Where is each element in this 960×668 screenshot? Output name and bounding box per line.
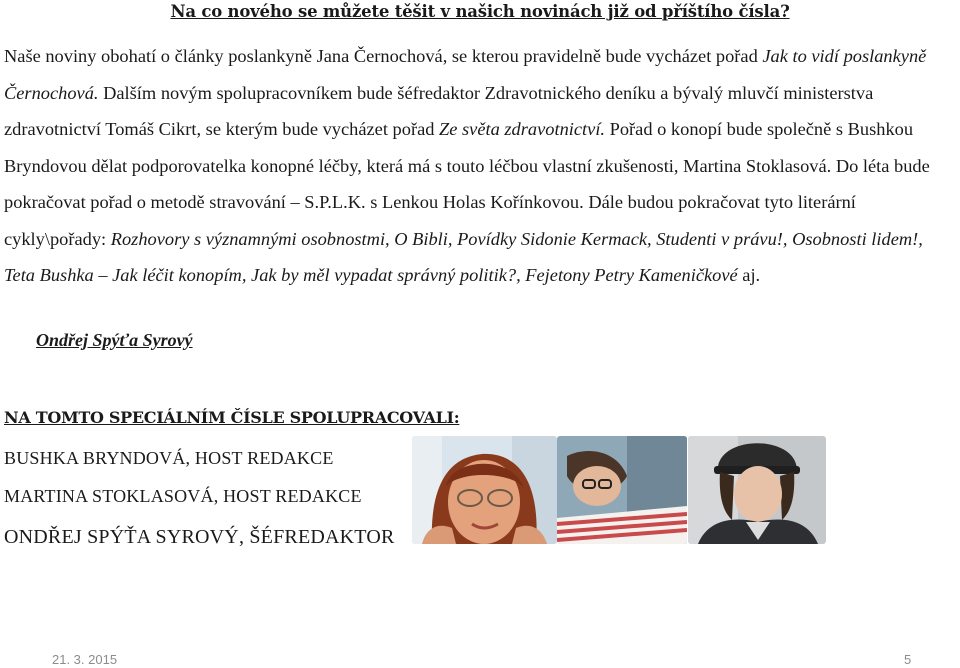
paragraph-text: aj. <box>737 265 761 285</box>
paragraph-italic-title: Jak to vidí poslankyně Černochová. <box>4 46 927 103</box>
photo-contributor-3 <box>688 436 826 544</box>
footer-date: 21. 3. 2015 <box>52 652 118 667</box>
paragraph-text: Naše noviny obohatí o články poslankyně Jana Černochová, se kterou pravidelně bude vycházet pořad <box>4 46 763 66</box>
page-number: 5 <box>904 652 912 667</box>
paragraph-text: Dalším novým spolupracovníkem bude šéfredaktor Zdravotnického deníku a bývalý mluvčí ministerstva zdravotnictví Tomáš Cikrt, se kterým bude vycházet pořad <box>4 82 874 139</box>
page-heading: Na co nového se můžete těšit v našich novinách již od příštího čísla? <box>170 2 790 21</box>
photo-contributor-2 <box>557 436 687 544</box>
contributors-title: NA TOMTO SPECIÁLNÍM ČÍSLE SPOLUPRACOVALI: <box>4 408 460 427</box>
paragraph-italic-title: Ze světa zdravotnictví. <box>439 119 606 139</box>
contributor-item: BUSHKA BRYNDOVÁ, HOST REDAKCE <box>4 448 334 468</box>
contributor-item: MARTINA STOKLASOVÁ, HOST REDAKCE <box>4 486 362 506</box>
body-paragraph <box>4 38 952 294</box>
photo-contributor-1 <box>412 436 557 544</box>
contributor-item: ONDŘEJ SPÝŤA SYROVÝ, ŠÉFREDAKTOR <box>4 526 395 548</box>
paragraph-italic-list: Rozhovory s významnými osobnostmi, O Bibli, Povídky Sidonie Kermack, Studenti v právu!, Osobnosti lidem!, Teta Bushka – Jak léčit konopím, Jak by měl vypadat správný politik?, Fejetony Petry Kameničkové <box>4 228 923 285</box>
author-signature: Ondřej Spýťa Syrový <box>36 330 193 350</box>
paragraph-text: Pořad o konopí bude společně s Bushkou Bryndovou dělat podporovatelka konopné léčby, která má s touto léčbou vlastní zkušenosti, Martina Stoklasová. Do léta bude pokračovat pořad o metodě stravování – S.P.L.K. s Lenkou Holas Kořínkovou. Dále budou pokračovat tyto literární cykly\pořady: <box>4 119 930 249</box>
